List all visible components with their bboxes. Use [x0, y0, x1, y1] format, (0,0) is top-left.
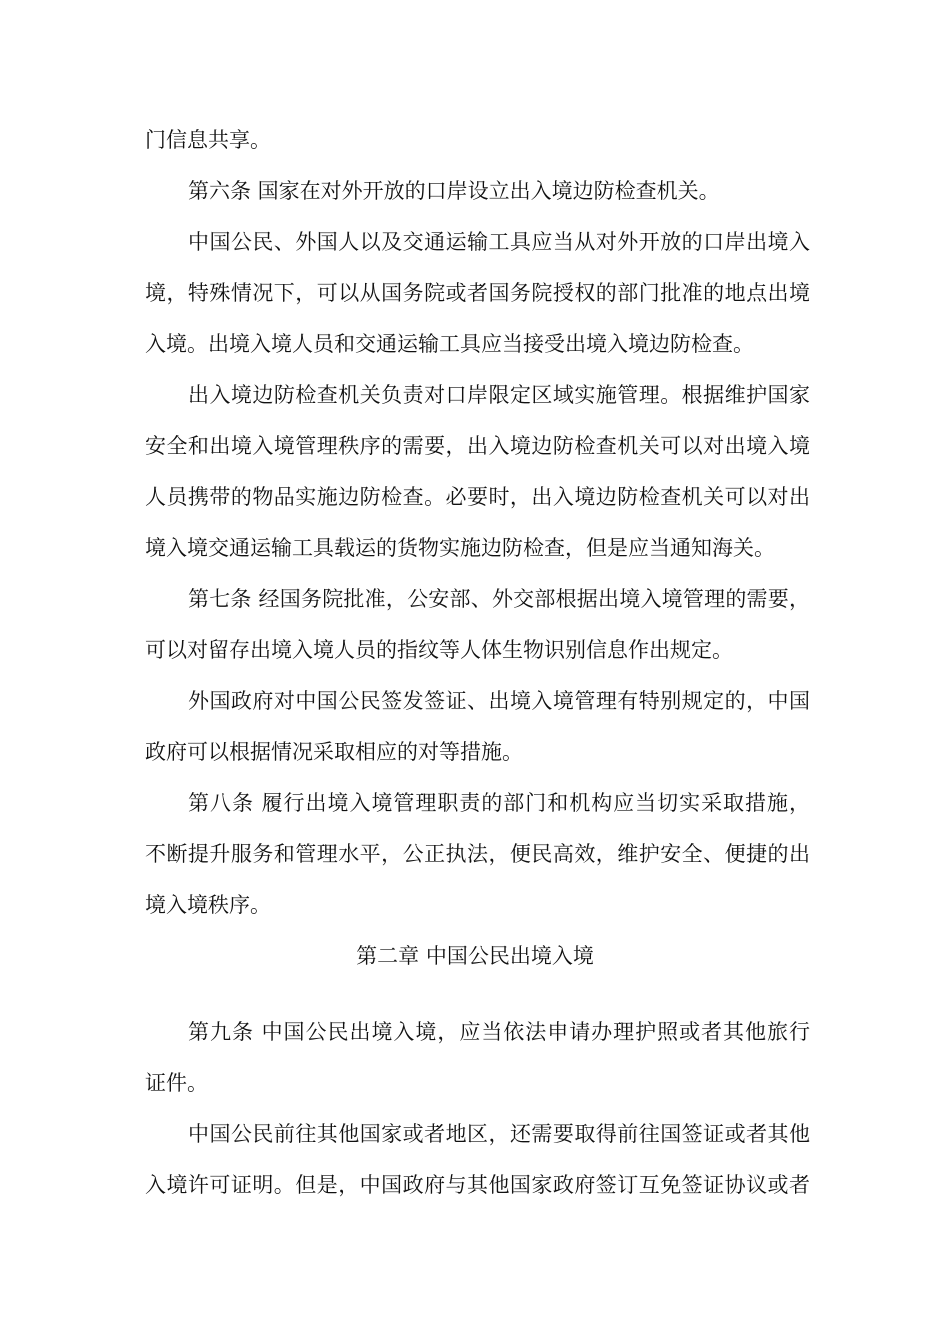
- paragraph-line: 中国公民、外国人以及交通运输工具应当从对外开放的口岸出境入: [188, 230, 810, 254]
- paragraph-line: 境，特殊情况下，可以从国务院或者国务院授权的部门批准的地点出境: [145, 281, 810, 305]
- paragraph-line: 中国公民前往其他国家或者地区，还需要取得前往国签证或者其他: [188, 1122, 810, 1146]
- paragraph-line: 不断提升服务和管理水平，公正执法，便民高效，维护安全、便捷的出: [145, 842, 810, 866]
- paragraph-line: 安全和出境入境管理秩序的需要，出入境边防检查机关可以对出境入境: [145, 434, 810, 458]
- paragraph-line: 门信息共享。: [145, 128, 271, 152]
- paragraph-line: 政府可以根据情况采取相应的对等措施。: [145, 740, 523, 764]
- article-7-heading-line: 第七条 经国务院批准，公安部、外交部根据出境入境管理的需要，: [188, 587, 810, 611]
- paragraph-line: 可以对留存出境入境人员的指纹等人体生物识别信息作出规定。: [145, 638, 733, 662]
- article-6-heading-line: 第六条 国家在对外开放的口岸设立出入境边防检查机关。: [188, 179, 720, 203]
- paragraph-line: 出入境边防检查机关负责对口岸限定区域实施管理。根据维护国家: [188, 383, 810, 407]
- paragraph-line: 人员携带的物品实施边防检查。必要时，出入境边防检查机关可以对出: [145, 485, 810, 509]
- article-9-heading-line: 第九条 中国公民出境入境，应当依法申请办理护照或者其他旅行: [188, 1020, 810, 1044]
- paragraph-line: 入境许可证明。但是，中国政府与其他国家政府签订互免签证协议或者: [145, 1173, 810, 1197]
- article-8-heading-line: 第八条 履行出境入境管理职责的部门和机构应当切实采取措施，: [188, 791, 810, 815]
- paragraph-line: 外国政府对中国公民签发签证、出境入境管理有特别规定的，中国: [188, 689, 810, 713]
- chapter-2-title: 第二章 中国公民出境入境: [356, 944, 594, 968]
- paragraph-line: 证件。: [145, 1071, 208, 1095]
- paragraph-line: 入境。出境入境人员和交通运输工具应当接受出境入境边防检查。: [145, 332, 754, 356]
- paragraph-line: 境入境秩序。: [145, 893, 271, 917]
- paragraph-line: 境入境交通运输工具载运的货物实施边防检查，但是应当通知海关。: [145, 536, 775, 560]
